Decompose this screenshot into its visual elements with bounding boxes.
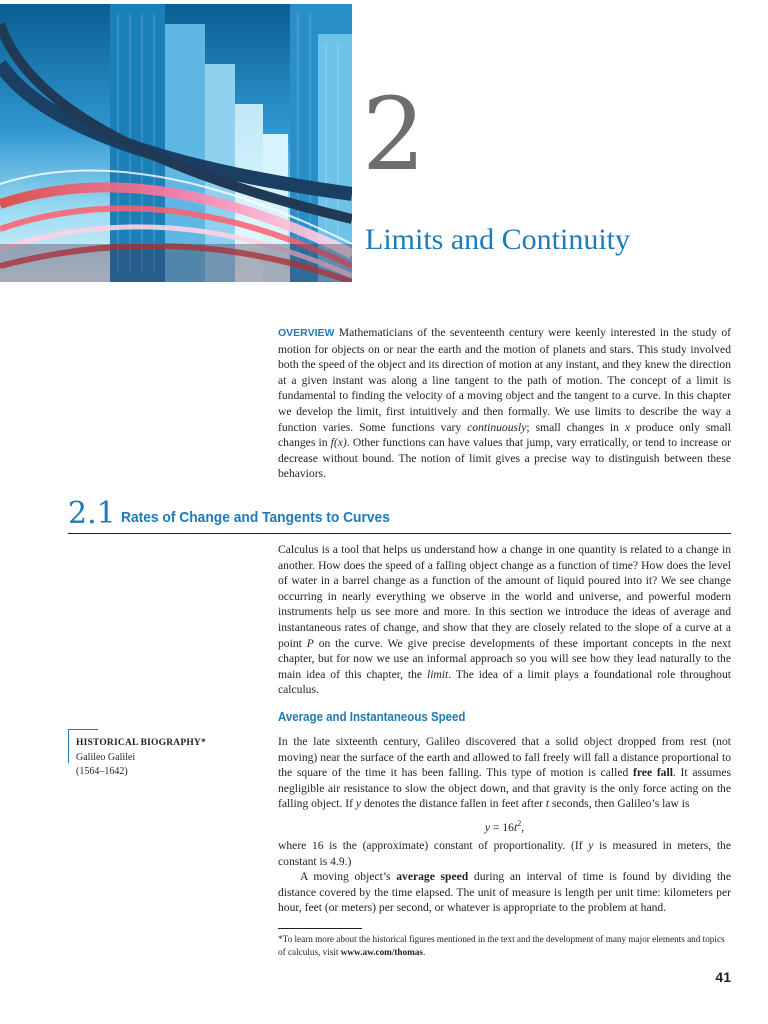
chapter-number: 2 [362, 76, 426, 193]
footnote: *To learn more about the historical figures mentioned in the text and the development of many major elements and topics of calculus, visit www.aw.com/thomas. [278, 934, 725, 957]
subsection-title: Average and Instantaneous Speed [278, 710, 466, 724]
section-heading [68, 494, 731, 534]
historical-biography-sidebar [68, 729, 258, 781]
sidebar-marker-tick [68, 729, 98, 730]
overview-label: OVERVIEW [278, 327, 335, 339]
page-number: 41 [715, 969, 731, 985]
sidebar-marker [68, 729, 69, 763]
chapter-opener-image [0, 4, 352, 282]
footnote-divider [278, 928, 362, 929]
biography-name: Galileo Galilei [76, 752, 136, 763]
galileo-paragraph: In the late sixteenth century, Galileo discovered that a solid object dropped from rest (not moving) near the surface of the earth and allowed to fall freely will fall a distance proportional to the square of the time it has been falling. This type of motion is called free fall. It assumes negligible air resistance to slow the object down, and that gravity is the only force acting on the falling object. If y denotes the distance fallen in feet after t seconds, then Galileo’s law is [278, 735, 731, 811]
biography-years: (1564–1642) [76, 766, 128, 777]
section-number: 2.1 [68, 496, 116, 531]
chapter-title: Limits and Continuity [365, 223, 631, 256]
footnote-link[interactable]: www.aw.com/thomas [340, 947, 423, 957]
intro-paragraph: Calculus is a tool that helps us understand how a change in one quantity is related to a change in another. How does the speed of a falling object change as a function of time? How does the level of water in a barrel change as a function of the amount of liquid poured into it? We see change occurring in nearly everything we observe in the world and universe, and powerful modern instruments help us see more and more. In this section we introduce the ideas of average and instantaneous rates of change, and show that they are closely related to the slope of a curve at a point P on the curve. We give precise developments of these important concepts in the next chapter, but for now we use an informal approach so you will see how they lead naturally to the main idea of this chapter, the limit. The idea of a limit plays a foundational role throughout calculus. [278, 543, 731, 697]
constant-paragraph: where 16 is the (approximate) constant of proportionality. (If y is measured in meters, the constant is 4.9.) [278, 839, 732, 868]
biography-label: HISTORICAL BIOGRAPHY* [76, 738, 206, 748]
section-divider [68, 533, 731, 534]
average-speed-paragraph: A moving object’s average speed during an interval of time is found by dividing the distance covered by the time elapsed. The unit of measure is length per unit time: kilometers per hour, feet (or meters) per second, or whatever is appropriate to the problem at hand. [278, 870, 731, 915]
overview-paragraph: OVERVIEW Mathematicians of the seventeenth century were keenly interested in the study of motion for objects on or near the earth and the motion of planets and stars. This study involved both the speed of the object and its direction of motion at any instant, and they knew the direction at a given instant was along a line tangent to the path of motion. The concept of a limit is fundamental to finding the velocity of a moving object and the tangent to a curve. In this chapter we develop the limit, first intuitively and then formally. We use limits to describe the way a function varies. Some functions vary continuously; small changes in x produce only small changes in f(x). Other functions can have values that jump, vary erratically, or tend to increase or decrease without bound. The notion of limit gives a precise way to distinguish between these behaviors. [278, 326, 732, 481]
section-title: Rates of Change and Tangents to Curves [121, 509, 390, 526]
galileo-law-equation: $y = 16t^2$, [484, 819, 525, 834]
